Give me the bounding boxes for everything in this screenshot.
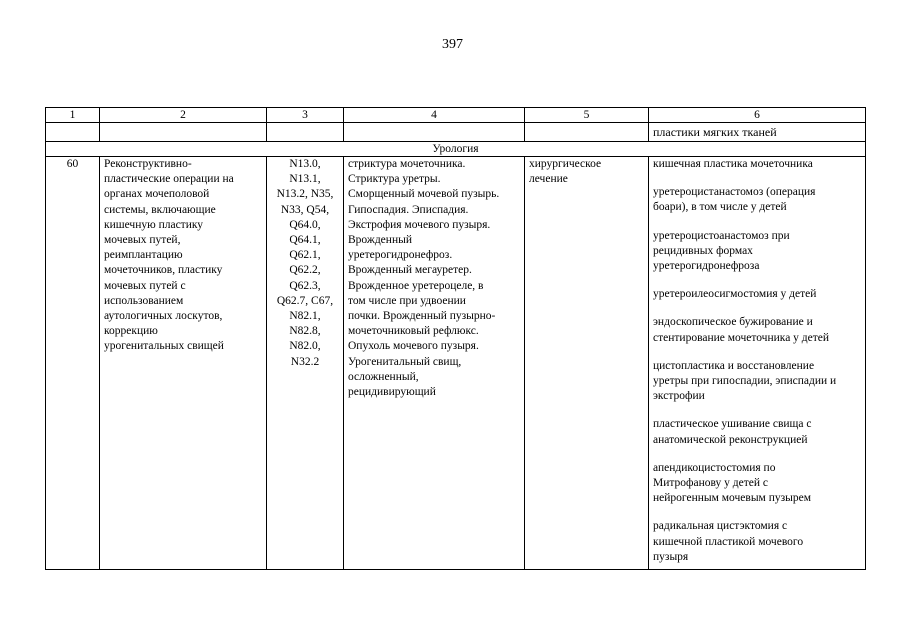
continuation-row <box>46 123 866 142</box>
diagnosis-line: Сморщенный мочевой пузырь. <box>348 188 500 201</box>
diagnosis-line: Гипоспадия. Эписпадия. <box>348 203 469 216</box>
code-line: N82.8, <box>289 325 321 338</box>
code-line: Q62.3, <box>289 279 321 292</box>
method-line: стентирование мочеточника у детей <box>653 331 830 344</box>
name-line: коррекцию <box>104 325 158 338</box>
treatment-type <box>525 157 649 570</box>
column-number-row <box>46 108 866 123</box>
treatment-line: лечение <box>529 173 568 186</box>
method-line: нейрогенным мочевым пузырем <box>653 492 812 505</box>
code-line: Q62.2, <box>289 264 321 277</box>
continuation-cell-1 <box>46 123 100 142</box>
name-line: аутологичных лоскутов, <box>104 310 223 323</box>
name-line: мочевых путей, <box>104 234 181 247</box>
code-line: N32.2 <box>290 355 320 368</box>
name-line: кишечную пластику <box>104 218 204 231</box>
name-line: системы, включающие <box>104 203 216 216</box>
diagnosis-line: осложненный, <box>348 370 419 383</box>
method-item <box>653 185 861 215</box>
code-line: N13.0, <box>289 158 321 170</box>
method-line: пластическое ушивание свища с <box>653 418 812 431</box>
method-line: уретры при гипоспадии, эписпадии и <box>653 375 837 388</box>
treatment-line: хирургическое <box>529 158 602 170</box>
continuation-cell-4 <box>344 123 525 142</box>
diagnosis-line: уретерогидронефроз. <box>348 249 453 262</box>
column-number-1: 1 <box>46 108 100 123</box>
method-line: кишечная пластика мочеточника <box>653 158 813 170</box>
column-number-5: 5 <box>525 108 649 123</box>
method-line: анатомической реконструкцией <box>653 433 808 446</box>
method-line: уретероилеосигмостомия у детей <box>653 288 817 301</box>
code-line: N33, Q54, <box>280 203 330 216</box>
method-line: Митрофанову у детей с <box>653 477 769 490</box>
method-line: рецидивных формах <box>653 244 753 257</box>
diagnosis-line: Стриктура уретры. <box>348 173 441 186</box>
diagnosis-line: рецидивирующий <box>348 386 436 399</box>
method-line: экстрофии <box>653 390 705 403</box>
care-type-name <box>100 157 267 570</box>
name-line: использованием <box>104 294 184 307</box>
continuation-cell-2 <box>100 123 267 142</box>
column-number-3: 3 <box>267 108 344 123</box>
diagnosis-line: Врожденный мегауретер. <box>348 264 472 277</box>
icd-codes <box>267 157 344 570</box>
diagnosis-line: Опухоль мочевого пузыря. <box>348 340 479 353</box>
method-line: эндоскопическое бужирование и <box>653 316 813 329</box>
diagnosis-line: Врожденный <box>348 234 412 247</box>
method-item <box>653 229 861 275</box>
diagnosis-model <box>344 157 525 570</box>
method-line: уретероцистоанастомоз при <box>653 229 790 242</box>
code-line: Q62.1, <box>289 249 321 262</box>
method-line: пузыря <box>653 550 689 563</box>
method-item <box>653 315 861 345</box>
method-line: апендикоцистостомия по <box>653 461 776 474</box>
section-title: Урология <box>46 142 866 157</box>
method-item <box>653 157 861 172</box>
continuation-cell-3 <box>267 123 344 142</box>
name-line: мочевых путей с <box>104 279 186 292</box>
code-line: N13.2, N35, <box>276 188 334 201</box>
continuation-cell-5 <box>525 123 649 142</box>
name-line: реимплантацию <box>104 249 183 262</box>
diagnosis-line: стриктура мочеточника. <box>348 158 466 170</box>
code-line: Q64.0, <box>289 218 321 231</box>
name-line: пластические операции на <box>104 173 234 186</box>
column-number-4: 4 <box>344 108 525 123</box>
method-line: кишечной пластикой мочевого <box>653 535 804 548</box>
name-line: Реконструктивно- <box>104 158 192 170</box>
method-line: цистопластика и восстановление <box>653 359 815 372</box>
row-number: 60 <box>46 157 100 570</box>
table-row <box>46 157 866 570</box>
method-line: боари), в том числе у детей <box>653 201 787 214</box>
column-number-2: 2 <box>100 108 267 123</box>
diagnosis-line: Урогенитальный свищ, <box>348 355 462 368</box>
code-line: N82.0, <box>289 340 321 353</box>
method-line: уретерогидронефроза <box>653 260 760 273</box>
code-line: Q62.7, C67, <box>276 294 334 307</box>
diagnosis-line: почки. Врожденный пузырно- <box>348 310 496 323</box>
column-number-6: 6 <box>649 108 866 123</box>
treatment-methods <box>649 157 866 570</box>
method-item <box>653 359 861 405</box>
name-line: органах мочеполовой <box>104 188 210 201</box>
method-item <box>653 287 861 302</box>
method-line: уретероцистанастомоз (операция <box>653 186 816 199</box>
code-line: N13.1, <box>289 173 321 186</box>
diagnosis-line: Экстрофия мочевого пузыря. <box>348 218 491 231</box>
diagnosis-line: Врожденное уретероцеле, в <box>348 279 484 292</box>
name-line: мочеточников, пластику <box>104 264 223 277</box>
method-item <box>653 461 861 507</box>
continuation-method-text: пластики мягких тканей <box>649 123 866 142</box>
code-line: Q64.1, <box>289 234 321 247</box>
page-number: 397 <box>442 37 463 52</box>
name-line: урогенитальных свищей <box>104 340 224 353</box>
diagnosis-line: мочеточниковый рефлюкс. <box>348 325 479 338</box>
code-line: N82.1, <box>289 310 321 323</box>
method-item <box>653 519 861 565</box>
section-row <box>46 142 866 157</box>
diagnosis-line: том числе при удвоении <box>348 294 466 307</box>
method-line: радикальная цистэктомия с <box>653 520 788 533</box>
method-item <box>653 417 861 447</box>
medical-care-table <box>45 107 866 570</box>
